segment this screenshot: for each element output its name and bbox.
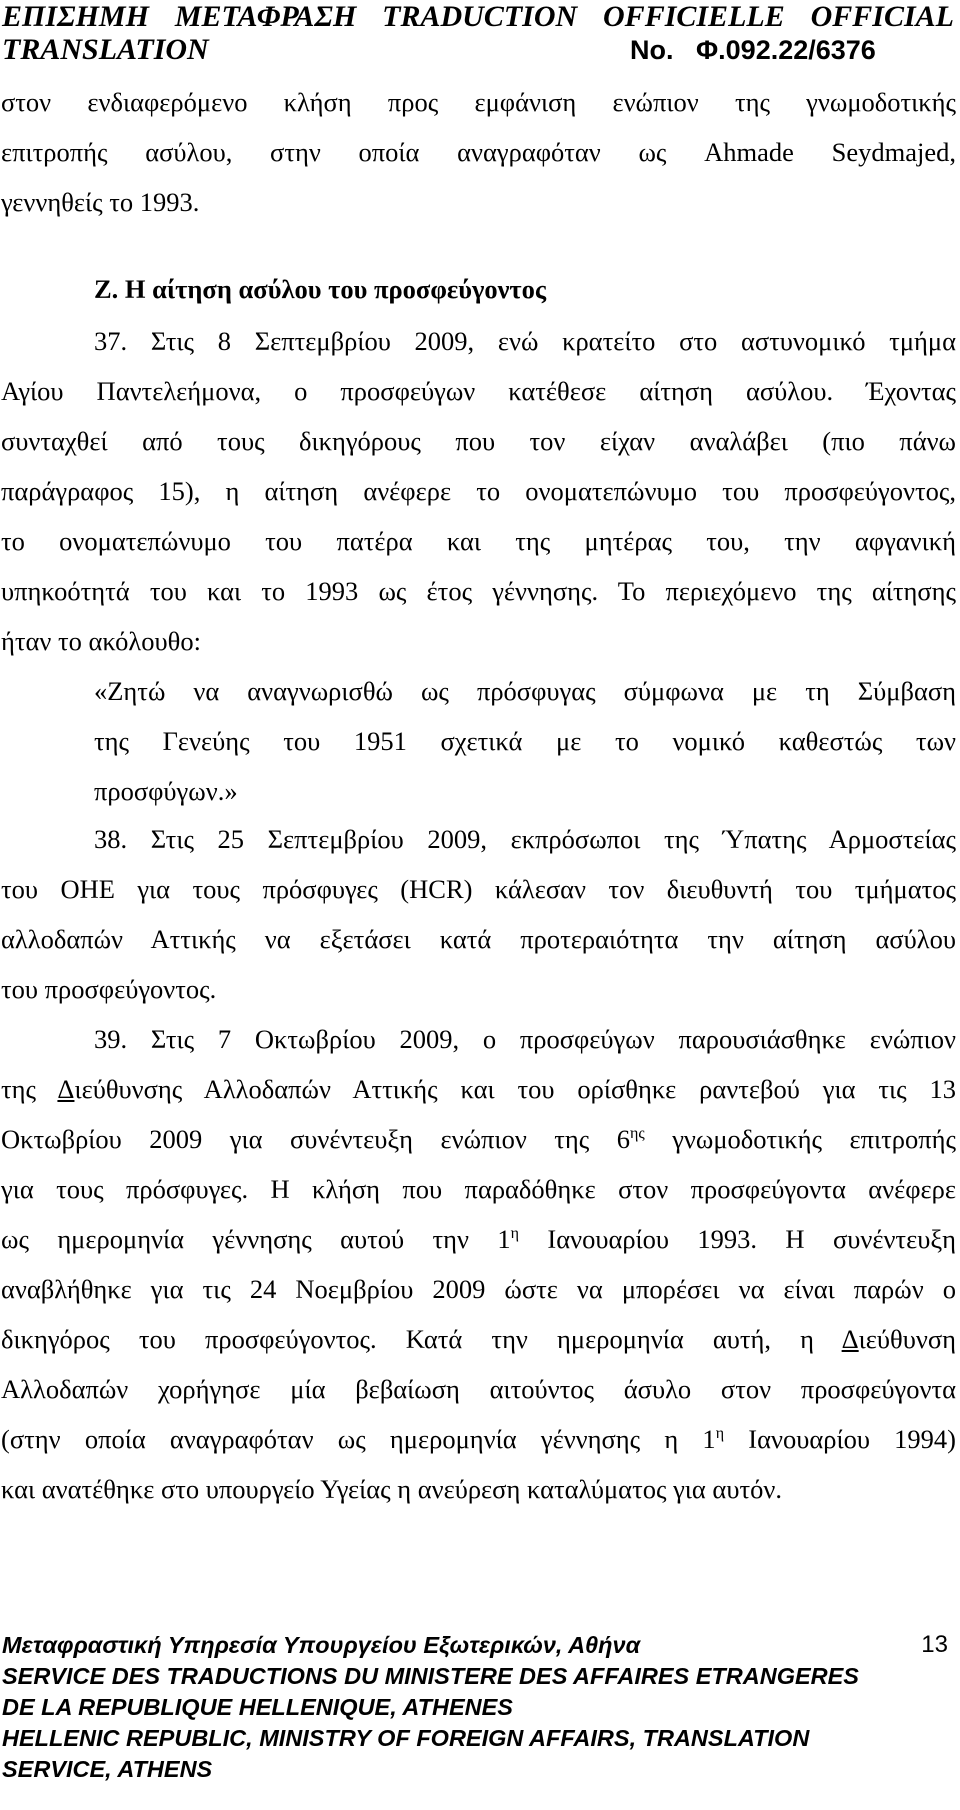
body-line: του προσφεύγοντος.	[1, 974, 217, 1004]
body-line: στον ενδιαφερόμενο κλήση προς εμφάνιση ενώπιον της γνωμοδοτικής	[1, 87, 956, 117]
text-run: Οκτωβρίου 2009 για συνέντευξη ενώπιον της 6	[1, 1124, 631, 1154]
body-line: 39. Στις 7 Οκτωβρίου 2009, ο προσφεύγων παρουσιάσθηκε ενώπιον	[94, 1024, 956, 1054]
quote-line: «Ζητώ να αναγνωρισθώ ως πρόσφυγας σύμφωνα με τη Σύμβαση	[94, 676, 956, 706]
page-number: 13	[921, 1631, 948, 1658]
text-run: (στην οποία αναγραφόταν ως ημερομηνία γέννησης η 1	[1, 1424, 716, 1454]
body-line	[1, 1069, 956, 1109]
body-line	[1, 1119, 956, 1159]
body-line: επιτροπής ασύλου, στην οποία αναγραφόταν ως Ahmade Seydmajed,	[1, 137, 956, 167]
text-run: της	[1, 1074, 58, 1104]
superscript: ης	[630, 1125, 645, 1143]
body-line: αναβλήθηκε για τις 24 Νοεμβρίου 2009 ώστε να μπορέσει να είναι παρών ο	[1, 1274, 956, 1304]
body-line: παράγραφος 15), η αίτηση ανέφερε το ονοματεπώνυμο του προσφεύγοντος,	[1, 476, 956, 506]
header-word: OFFICIAL	[810, 0, 954, 33]
body-line: το ονοματεπώνυμο του πατέρα και της μητέρας του, την αφγανική	[1, 526, 956, 556]
header-word: TRADUCTION	[382, 0, 578, 33]
body-line: και ανατέθηκε στο υπουργείο Υγείας η ανεύρεση καταλύματος για αυτόν.	[1, 1474, 782, 1504]
header-line-2	[2, 33, 954, 67]
text-run: ιεύθυνσης Αλλοδαπών Αττικής και του ορίσθηκε ραντεβού για τις 13	[74, 1074, 956, 1104]
body-line: συνταχθεί από τους δικηγόρους που τον είχαν αναλάβει (πιο πάνω	[1, 426, 956, 456]
quote-line: προσφύγων.»	[94, 776, 238, 806]
text-run: ως ημερομηνία γέννησης αυτού την 1	[1, 1224, 511, 1254]
underlined-letter: Δ	[841, 1324, 859, 1354]
body-line: για τους πρόσφυγες. Η κλήση που παραδόθηκε στον προσφεύγοντα ανέφερε	[1, 1174, 956, 1204]
body-line: 38. Στις 25 Σεπτεμβρίου 2009, εκπρόσωποι της Ύπατης Αρμοστείας	[94, 824, 956, 854]
footer-line-1	[2, 1631, 954, 1659]
body-line: Αγίου Παντελεήμονα, ο προσφεύγων κατέθεσε αίτηση ασύλου. Έχοντας	[1, 376, 956, 406]
header-word: ΜΕΤΑΦΡΑΣΗ	[174, 0, 357, 33]
body-line: Αλλοδαπών χορήγησε μία βεβαίωση αιτούντος άσυλο στον προσφεύγοντα	[1, 1374, 956, 1404]
text-run: δικηγόρος του προσφεύγοντος. Κατά την ημερομηνία αυτή, η	[1, 1324, 842, 1354]
header-line-1	[2, 0, 954, 34]
body-line: υπηκοότητά του και το 1993 ως έτος γέννησης. Το περιεχόμενο της αίτησης	[1, 576, 956, 606]
quote-line: της Γενεύης του 1951 σχετικά με το νομικό καθεστώς των	[94, 726, 956, 756]
text-run: Ιανουαρίου 1994)	[724, 1424, 956, 1454]
footer-line-5: SERVICE, ATHENS	[2, 1756, 213, 1782]
body-line	[1, 1219, 956, 1259]
body-line: ήταν το ακόλουθο:	[1, 626, 201, 656]
header-word: ΕΠΙΣΗΜΗ	[2, 0, 149, 33]
footer-line-4: HELLENIC REPUBLIC, MINISTRY OF FOREIGN AFFAIRS, TRANSLATION	[2, 1725, 810, 1751]
footer-line-3: DE LA REPUBLIQUE HELLENIQUE, ATHENES	[2, 1694, 513, 1720]
body-line: 37. Στις 8 Σεπτεμβρίου 2009, ενώ κρατείτο στο αστυνομικό τμήμα	[94, 326, 956, 356]
body-line: αλλοδαπών Αττικής να εξετάσει κατά προτεραιότητα την αίτηση ασύλου	[1, 924, 956, 954]
translation-number: No. Φ.092.22/6376	[630, 35, 876, 65]
underlined-letter: Δ	[57, 1074, 75, 1104]
body-line	[1, 1419, 956, 1459]
header-translation-label: TRANSLATION	[2, 33, 209, 66]
text-run: Ιανουαρίου 1993. Η συνέντευξη	[519, 1224, 957, 1254]
superscript: η	[715, 1425, 725, 1443]
text-run: γνωμοδοτικής επιτροπής	[644, 1124, 956, 1154]
superscript: η	[510, 1225, 519, 1243]
text-run: ιεύθυνση	[858, 1324, 956, 1354]
footer-service-name: Μεταφραστική Υπηρεσία Υπουργείου Εξωτερικών, Αθήνα	[2, 1632, 641, 1658]
section-heading: Ζ. Η αίτηση ασύλου του προσφεύγοντος	[94, 274, 547, 304]
footer-line-2: SERVICE DES TRADUCTIONS DU MINISTERE DES AFFAIRES ETRANGERES	[2, 1663, 859, 1689]
body-line: του ΟΗΕ για τους πρόσφυγες (HCR) κάλεσαν τον διευθυντή του τμήματος	[1, 874, 956, 904]
body-line	[1, 1319, 956, 1359]
header-word: OFFICIELLE	[603, 0, 785, 33]
body-line: γεννηθείς το 1993.	[1, 187, 200, 217]
